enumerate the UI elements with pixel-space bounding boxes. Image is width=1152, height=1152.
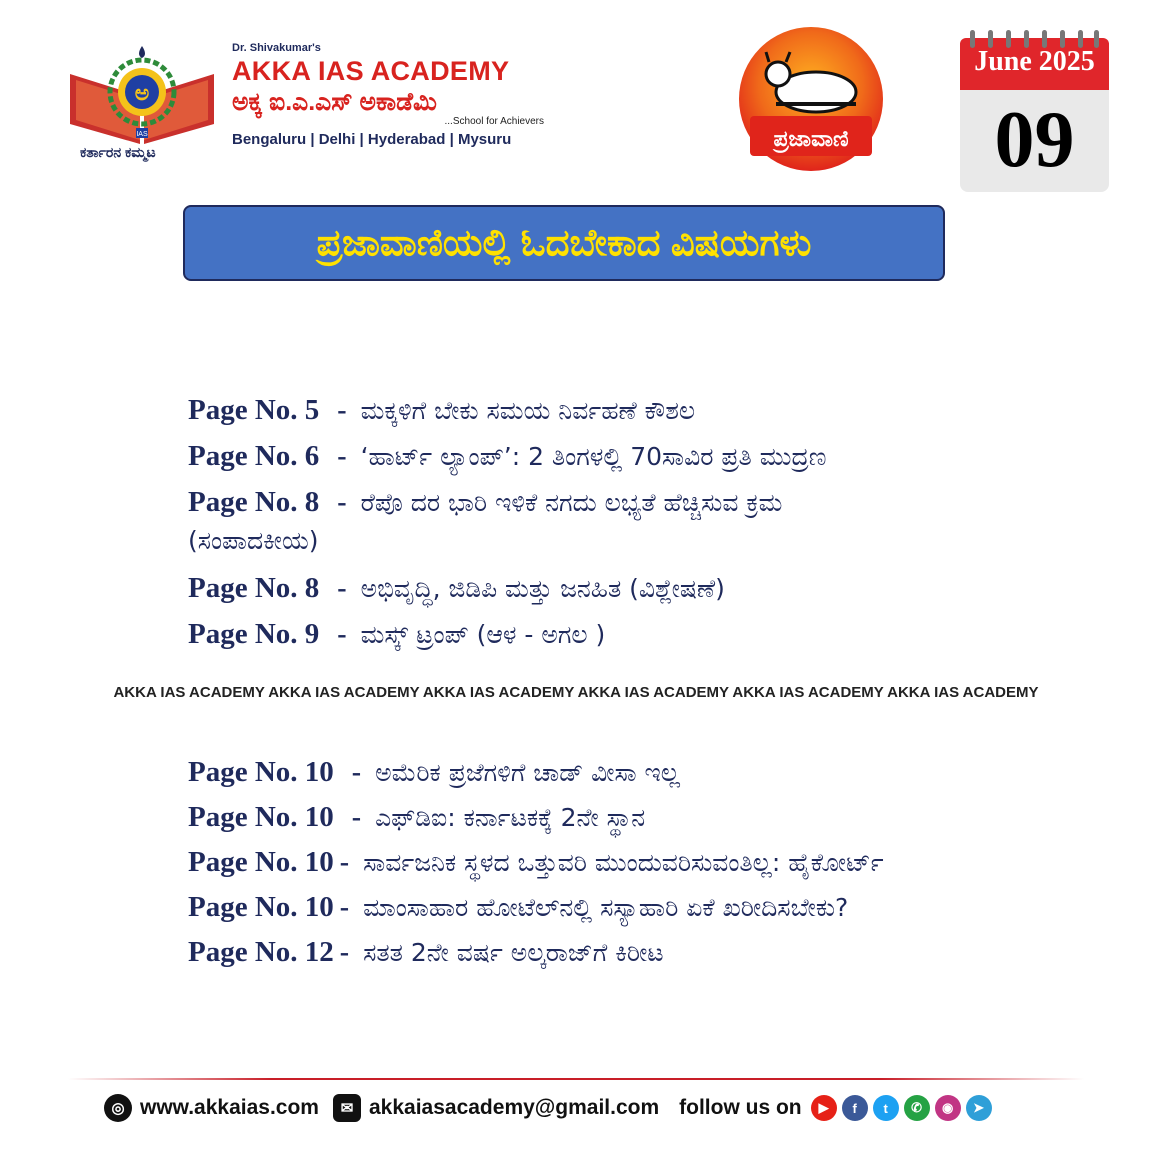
page-number: Page No. 10 <box>188 801 334 833</box>
article-title: ಮಸ್ಕ್ ಟ್ರಂಪ್ (ಆಳ - ಅಗಲ ) <box>360 620 606 649</box>
separator: - <box>337 619 347 650</box>
follow-label: follow us on <box>679 1096 802 1119</box>
article-title: ಅಭಿವೃದ್ಧಿ, ಜಿಡಿಪಿ ಮತ್ತು ಜನಹಿತ (ವಿಶ್ಲೇಷಣೆ) <box>360 574 725 603</box>
separator: - <box>339 892 350 923</box>
telegram-icon[interactable]: ➤ <box>966 1095 992 1121</box>
banner-title: ಪ್ರಜಾವಾಣಿಯಲ್ಲಿ ಓದಬೇಕಾದ ವಿಷಯಗಳು <box>316 221 812 263</box>
page-number: Page No. 9 <box>188 618 320 650</box>
svg-text:ಅ: ಅ <box>134 81 150 106</box>
list-item <box>188 754 680 791</box>
page-number: Page No. 8 <box>188 572 320 604</box>
facebook-icon[interactable]: f <box>842 1095 868 1121</box>
separator: - <box>337 395 347 426</box>
article-title: ಅಮೆರಿಕ ಪ್ರಜೆಗಳಿಗೆ ಚಾಡ್ ವೀಸಾ ಇಲ್ಲ <box>375 758 680 787</box>
instagram-icon[interactable]: ◉ <box>935 1095 961 1121</box>
page-number: Page No. 6 <box>188 440 320 472</box>
separator: - <box>351 802 362 833</box>
academy-prefix: Dr. Shivakumar's <box>232 42 321 54</box>
separator: - <box>337 441 347 472</box>
article-title: ಎಫ್‌ಡಿಐ: ಕರ್ನಾಟಕಕ್ಕೆ 2ನೇ ಸ್ಥಾನ <box>375 803 646 832</box>
article-title: ಮಕ್ಕಳಿಗೆ ಬೇಕು ಸಮಯ ನಿರ್ವಹಣೆ ಕೌಶಲ <box>360 396 696 425</box>
page-number: Page No. 10 <box>188 891 334 923</box>
page-number: Page No. 8 <box>188 486 320 518</box>
list-item <box>188 889 848 926</box>
academy-cities: Bengaluru | Delhi | Hyderabad | Mysuru <box>232 131 512 148</box>
page-number: Page No. 10 <box>188 756 334 788</box>
separator: - <box>339 847 350 878</box>
separator: - <box>339 937 350 968</box>
calendar-month: June 2025 <box>974 46 1095 77</box>
list-item <box>188 570 725 607</box>
separator: - <box>337 487 347 518</box>
page-number: Page No. 12 <box>188 936 334 968</box>
list-item <box>188 616 605 653</box>
page-number: Page No. 5 <box>188 394 320 426</box>
list-item-continuation <box>188 522 319 559</box>
calendar-day: 09 <box>994 96 1075 184</box>
article-title: ರೆಪೊ ದರ ಭಾರಿ ಇಳಿಕೆ ನಗದು ಲಭ್ಯತೆ ಹೆಚ್ಚಿಸುವ ಕ್ರಮ <box>360 488 783 517</box>
footer-contact-bar <box>104 1091 992 1125</box>
whatsapp-icon[interactable]: ✆ <box>904 1095 930 1121</box>
list-item <box>188 844 884 881</box>
academy-name-kannada: ಅಕ್ಕ ಐ.ಎ.ಎಸ್ ಅಕಾಡೆಮಿ <box>232 88 437 116</box>
title-banner <box>183 205 945 281</box>
academy-name-strip: AKKA IAS ACADEMY AKKA IAS ACADEMY AKKA IAS ACADEMY AKKA IAS ACADEMY AKKA IAS ACADEMY AKKA IAS ACADEMY <box>113 684 1039 701</box>
globe-icon: ◎ <box>104 1094 132 1122</box>
article-title-continued: (ಸಂಪಾದಕೀಯ) <box>188 526 319 555</box>
email-link[interactable]: akkaiasacademy@gmail.com <box>368 1096 660 1119</box>
academy-wordmark <box>232 42 562 148</box>
page-number: Page No. 10 <box>188 846 334 878</box>
academy-tagline: ...School for Achievers <box>444 116 544 127</box>
website-link[interactable]: www.akkaias.com <box>140 1096 319 1119</box>
article-title: ಸಾರ್ವಜನಿಕ ಸ್ಥಳದ ಒತ್ತುವರಿ ಮುಂದುವರಿಸುವಂತಿಲ್ಲ: ಹೈಕೋರ್ಟ್ <box>363 848 884 877</box>
youtube-icon[interactable]: ▶ <box>811 1095 837 1121</box>
list-item <box>188 484 782 521</box>
separator: - <box>351 757 362 788</box>
list-item <box>188 934 664 971</box>
emblem-caption: ಕರ್ತಾರನ ಕಮ್ಮಟ <box>80 144 156 160</box>
article-title: ‘ಹಾರ್ಟ್ ಲ್ಯಾಂಪ್’: 2 ತಿಂಗಳಲ್ಲಿ 70ಸಾವಿರ ಪ್ರತಿ ಮುದ್ರಣ <box>360 442 827 471</box>
twitter-icon[interactable]: t <box>873 1095 899 1121</box>
list-item <box>188 799 645 836</box>
article-title: ಸತತ 2ನೇ ವರ್ಷ ಅಲ್ಕರಾಜ್‌ಗೆ ಕಿರೀಟ <box>363 938 664 967</box>
academy-name: AKKA IAS ACADEMY <box>232 56 510 86</box>
article-title: ಮಾಂಸಾಹಾರ ಹೋಟೆಲ್‌ನಲ್ಲಿ ಸಸ್ಯಾಹಾರಿ ಏಕೆ ಖರೀದಿಸಬೇಕು? <box>363 893 849 922</box>
newspaper-name: ಪ್ರಜಾವಾಣಿ <box>773 127 849 152</box>
list-item <box>188 392 695 429</box>
footer-divider <box>68 1078 1084 1080</box>
emblem-badge: IAS <box>136 131 148 138</box>
list-item <box>188 438 826 475</box>
separator: - <box>337 573 347 604</box>
prajavani-logo <box>736 24 886 174</box>
calendar-date <box>960 30 1109 192</box>
mail-icon: ✉ <box>333 1094 361 1122</box>
